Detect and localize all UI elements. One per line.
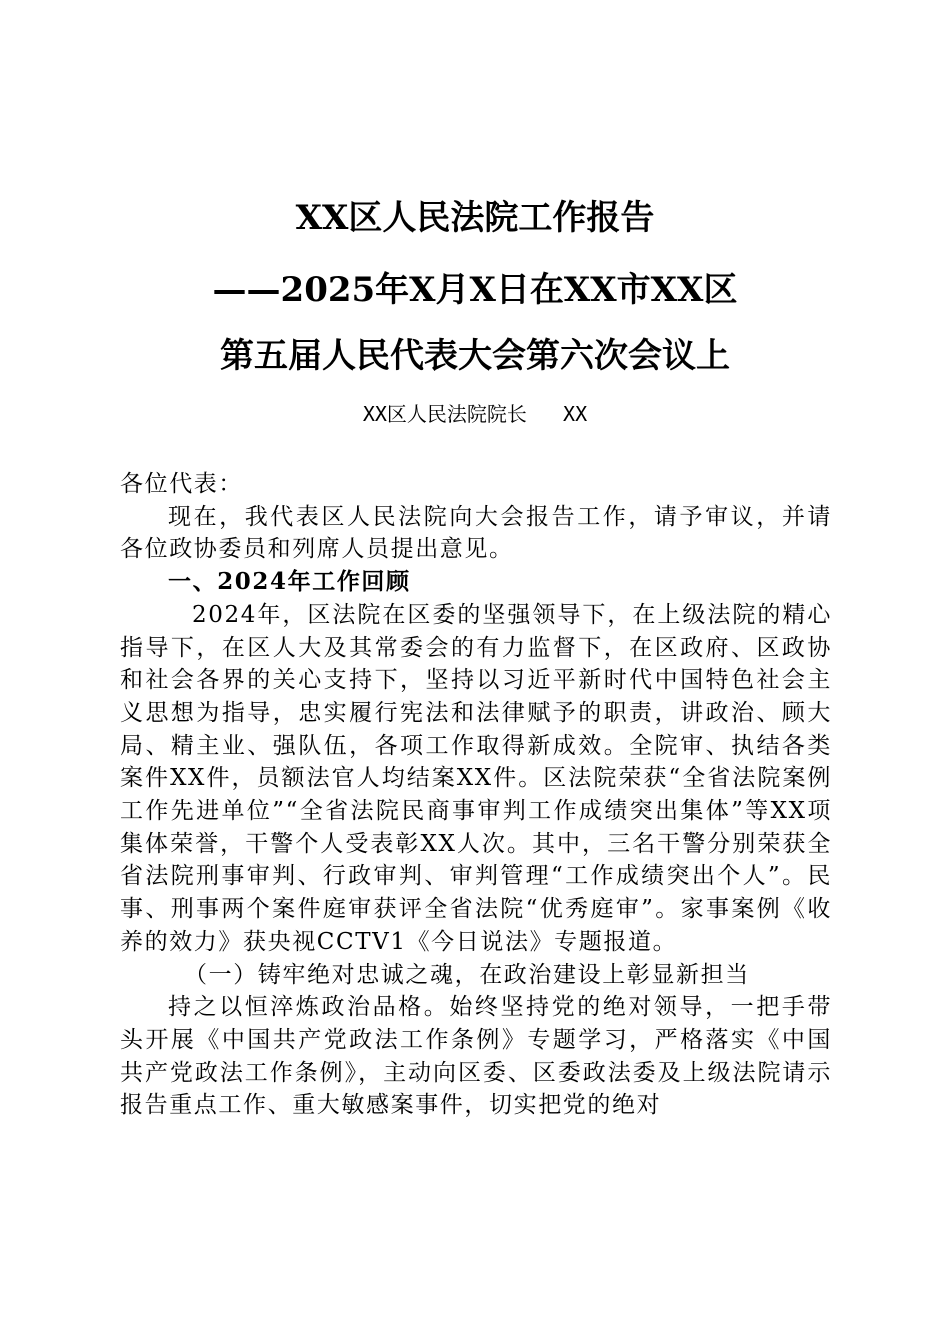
section-heading: 一、2024年工作回顾 xyxy=(168,568,411,596)
subsection-heading: （一）铸牢绝对忠诚之魂，在政治建设上彰显新担当 xyxy=(184,961,750,988)
intro-paragraph: 现在，我代表区人民法院向大会报告工作，请予审议，并请各位政协委员和列席人员提出意见。 xyxy=(120,503,832,563)
salutation: 各位代表： xyxy=(120,471,243,497)
author-line: XX区人民法院院长 XX xyxy=(362,402,588,426)
report-subtitle-line1: ——2025年X月X日在XX市XX区 xyxy=(212,270,738,310)
subsection-paragraph: 持之以恒淬炼政治品格。始终坚持党的绝对领导，一把手带头开展《中国共产党政法工作条例》专题学习，严格落实《中国共产党政法工作条例》，主动向区委、区委政法委及上级法院请示报告重点工作、重大敏感案事件，切实把党的绝对 xyxy=(120,994,832,1119)
report-title: XX区人民法院工作报告 xyxy=(295,198,655,238)
report-body xyxy=(120,468,832,1122)
report-subtitle-line2: 第五届人民代表大会第六次会议上 xyxy=(220,336,730,376)
section-paragraph: 2024年，区法院在区委的坚强领导下，在上级法院的精心指导下，在区人大及其常委会的有力监督下，在区政府、区政协和社会各界的关心支持下，坚持以习近平新时代中国特色社会主义思想为指导，忠实履行宪法和法律赋予的职责，讲政治、顾大局、精主业、强队伍，各项工作取得新成效。全院审、执结各类案件XX件，员额法官人均结案XX件。区法院荣获“全省法院案例工作先进单位”“全省法院民商事审判工作成绩突出集体”等XX项集体荣誉，干警个人受表彰XX人次。其中，三名干警分别荣获全省法院刑事审判、行政审判、审判管理“工作成绩突出个人”。民事、刑事两个案件庭审获评全省法院“优秀庭审”。家事案例《收养的效力》获央视CCTV1《今日说法》专题报道。 xyxy=(120,601,832,955)
